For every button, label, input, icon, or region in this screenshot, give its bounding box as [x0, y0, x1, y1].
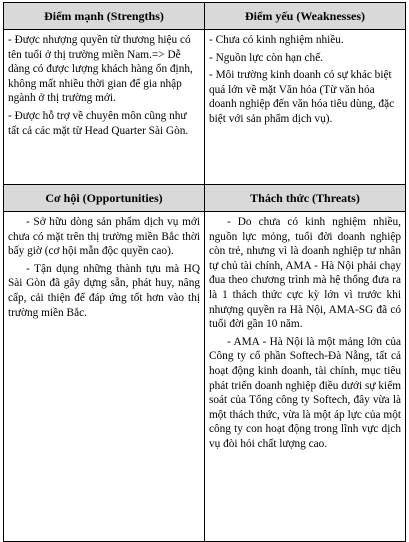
weaknesses-item: - Nguồn lực còn hạn chế.: [209, 51, 324, 64]
weaknesses-cell: [205, 30, 406, 185]
swot-table: [3, 2, 406, 542]
opportunities-header: [4, 185, 205, 212]
opportunities-title: Cơ hội (Opportunities): [45, 190, 163, 205]
strengths-item: - Được nhượng quyền từ thương hiệu có tên tuổi ở thị trường miền Nam.=> Dễ dàng có được lượng khách hàng ổn định, không mất nhiều thời gian để gia nhập ngành ở thị trường mới.: [8, 34, 193, 105]
strengths-title: Điểm mạnh (Strengths): [44, 8, 164, 23]
weaknesses-item: - Chưa có kinh nghiệm nhiều.: [209, 34, 344, 46]
strengths-header: [4, 3, 205, 30]
opportunities-item: - Sở hữu dòng sản phẩm dịch vụ mới chưa có mặt trên thị trường miền Bắc thời bấy giờ (cơ hội mẫn độc quyền cao).: [8, 216, 200, 258]
weaknesses-title: Điểm yếu (Weaknesses): [245, 8, 365, 23]
weaknesses-item: - Môi trường kinh doanh có sự khác biệt quá lớn về mặt Văn hóa (Từ văn hóa doanh nghiệp đến văn hóa tiêu dùng, đặc biệt với sản phẩm dịch vụ).: [209, 69, 395, 125]
opportunities-cell: [4, 212, 205, 542]
threats-item: - AMA - Hà Nội là một mảng lớn của Công ty cổ phần Softech-Đà Nẵng, tất cả hoạt động kinh doanh, tài chính, mục tiêu phát triển doanh nghiệp điều dưới sự kiểm soát của Tổng công ty Softech, đây vừa là một thách thức, vừa là một áp lực của một công ty con hoạt động trong lĩnh vực dịch vụ đòi hỏi chất lượng cao.: [209, 335, 401, 450]
threats-title: Thách thức (Threats): [250, 190, 360, 205]
strengths-cell: [4, 30, 205, 185]
threats-header: [205, 185, 406, 212]
opportunities-item: - Tận dụng những thành tựu mà HQ Sài Gòn đã gây dựng sẵn, phát huy, nâng cấp, cải thiện để đáp ứng tốt hơn vào thị trường miền Bắc.: [8, 262, 200, 319]
threats-cell: [205, 212, 406, 542]
strengths-item: - Được hỗ trợ về chuyên môn cũng như tất cả các mặt từ Head Quarter Sài Gòn.: [8, 109, 189, 137]
threats-item: - Do chưa có kinh nghiệm nhiều, nguồn lực mỏng, tuổi đời doanh nghiệp còn trẻ, nhưng vì là doanh nghiệp tư nhân tự chủ tài chính, AMA - Hà Nội phải chạy đua theo chương trình mà hệ thống đưa ra là 1 thách thức cực kỳ lớn vì trước khi nhượng quyền ra Hà Nội, AMA-SG đã có tuổi đời gần 10 năm.: [209, 216, 401, 331]
weaknesses-header: [205, 3, 406, 30]
